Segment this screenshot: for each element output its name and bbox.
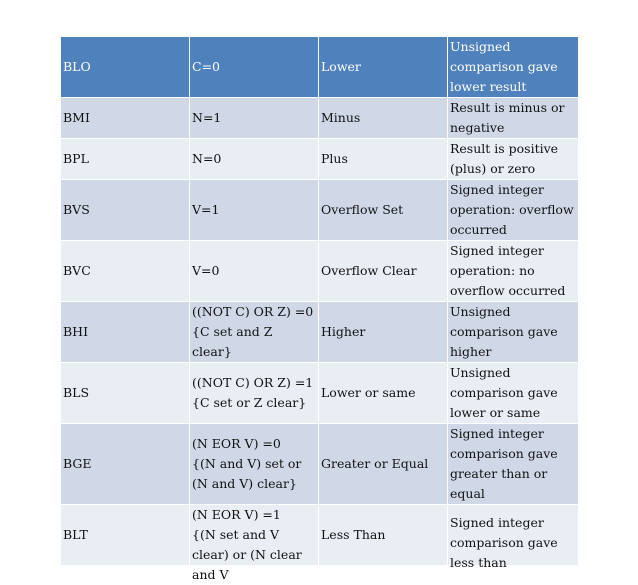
flags-cell: C=0 bbox=[190, 37, 319, 98]
meaning-cell: Overflow Set bbox=[319, 180, 448, 241]
mnemonic-cell: BHI bbox=[61, 302, 190, 363]
description-cell: Unsigned comparison gave lower result bbox=[448, 37, 579, 98]
meaning-cell: Minus bbox=[319, 98, 448, 139]
meaning-cell: Lower bbox=[319, 37, 448, 98]
description-cell: Unsigned comparison gave higher bbox=[448, 302, 579, 363]
flags-cell: N=0 bbox=[190, 139, 319, 180]
flags-cell: N=1 bbox=[190, 98, 319, 139]
meaning-cell: Greater or Equal bbox=[319, 424, 448, 505]
flags-text: (N EOR V) =1 {(N set and V clear) or (N clear and V bbox=[192, 507, 302, 582]
flags-cell bbox=[190, 505, 319, 582]
description-text: Signed integer comparison gave less than bbox=[450, 515, 558, 570]
mnemonic-cell: BVS bbox=[61, 180, 190, 241]
table-row bbox=[61, 424, 579, 505]
description-cell: Signed integer operation: no overflow occurred bbox=[448, 241, 579, 302]
table-row bbox=[61, 180, 579, 241]
flags-cell: ((NOT C) OR Z) =1 {C set or Z clear} bbox=[190, 363, 319, 424]
branch-conditions-table bbox=[60, 36, 579, 582]
meaning-cell: Lower or same bbox=[319, 363, 448, 424]
flags-cell: V=0 bbox=[190, 241, 319, 302]
table-row bbox=[61, 37, 579, 98]
table-row bbox=[61, 98, 579, 139]
description-cell: Result is positive (plus) or zero bbox=[448, 139, 579, 180]
flags-cell: ((NOT C) OR Z) =0 {C set and Z clear} bbox=[190, 302, 319, 363]
meaning-cell: Less Than bbox=[319, 505, 448, 566]
mnemonic-cell: BLS bbox=[61, 363, 190, 424]
meaning-cell: Overflow Clear bbox=[319, 241, 448, 302]
mnemonic-cell: BVC bbox=[61, 241, 190, 302]
description-cell bbox=[448, 505, 579, 570]
table-row bbox=[61, 363, 579, 424]
table-row bbox=[61, 505, 579, 566]
meaning-cell: Plus bbox=[319, 139, 448, 180]
mnemonic-cell: BLT bbox=[61, 505, 190, 566]
mnemonic-cell: BPL bbox=[61, 139, 190, 180]
description-cell: Signed integer operation: overflow occurred bbox=[448, 180, 579, 241]
description-cell: Result is minus or negative bbox=[448, 98, 579, 139]
meaning-cell: Higher bbox=[319, 302, 448, 363]
flags-cell: (N EOR V) =0 {(N and V) set or (N and V) clear} bbox=[190, 424, 319, 505]
mnemonic-cell: BLO bbox=[61, 37, 190, 98]
mnemonic-cell: BMI bbox=[61, 98, 190, 139]
flags-cell: V=1 bbox=[190, 180, 319, 241]
table-row bbox=[61, 139, 579, 180]
table-row bbox=[61, 241, 579, 302]
description-cell: Signed integer comparison gave greater than or equal bbox=[448, 424, 579, 505]
description-cell: Unsigned comparison gave lower or same bbox=[448, 363, 579, 424]
mnemonic-cell: BGE bbox=[61, 424, 190, 505]
table-row bbox=[61, 302, 579, 363]
